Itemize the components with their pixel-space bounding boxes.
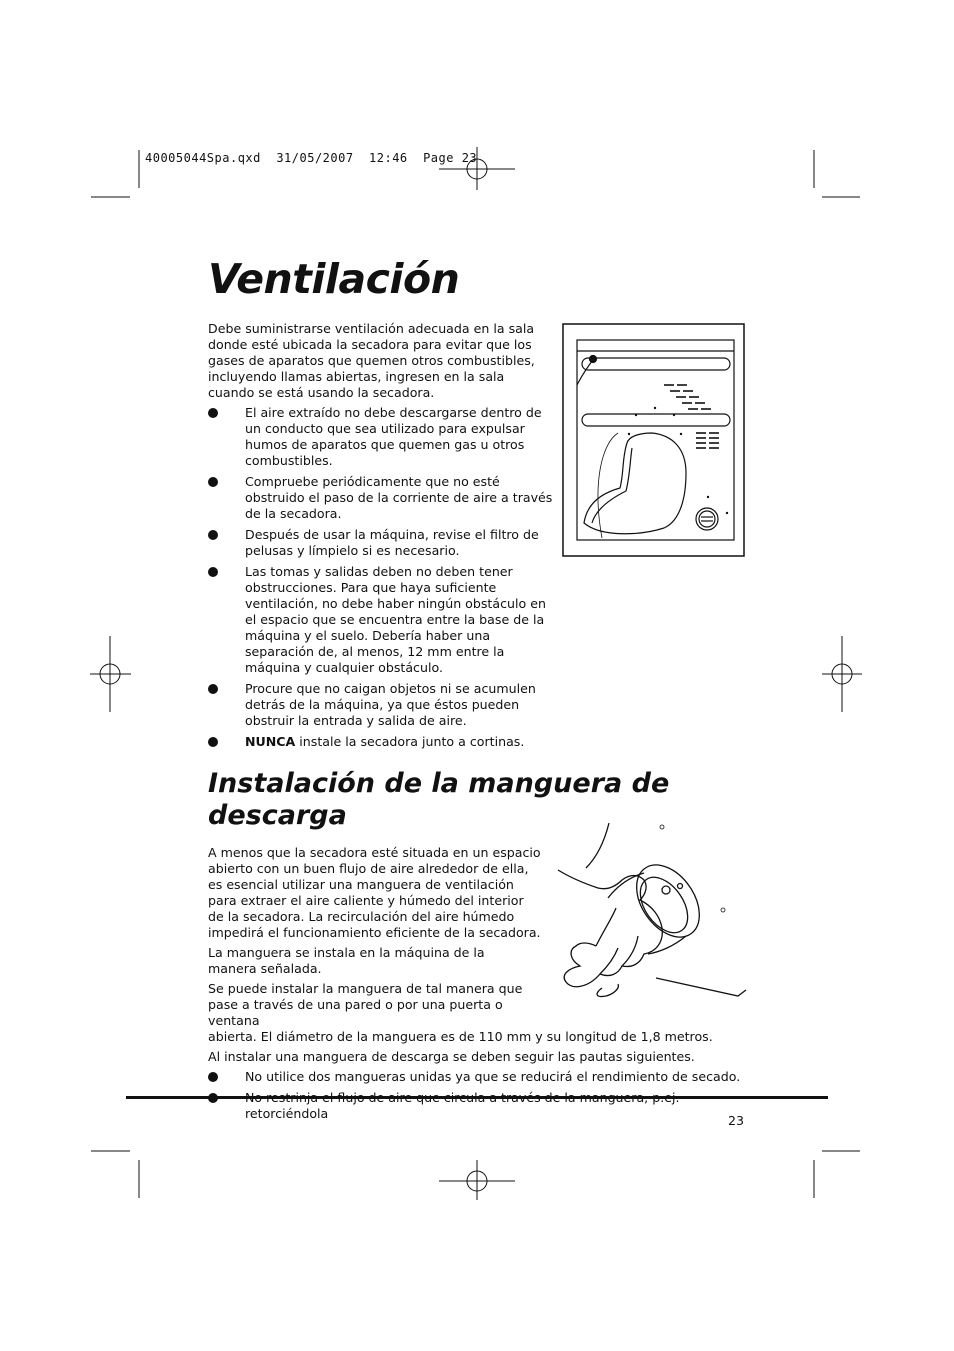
- hose-paragraph-3: Se puede instalar la manguera de tal manera que pase a través de una pared o por una puerta o ventana abierta. El diámetro de la manguera es de 110 mm y su longitud de 1,8 metros.: [208, 981, 713, 1044]
- bullet-icon: [208, 684, 218, 694]
- bullet-icon: [208, 477, 218, 487]
- registration-mark-right: [822, 636, 862, 712]
- hose-paragraph-2: La manguera se instala en la máquina de la manera señalada.: [208, 945, 485, 976]
- list-item: No utilice dos mangueras unidas ya que se reducirá el rendimiento de secado.: [208, 1069, 748, 1085]
- ventilation-section: [208, 321, 553, 755]
- bullet-icon: [208, 737, 218, 747]
- bullet-icon: [208, 408, 218, 418]
- list-item: NUNCA instale la secadora junto a cortinas.: [208, 734, 553, 750]
- page-number: 23: [728, 1113, 745, 1128]
- hose-paragraph-1: A menos que la secadora esté situada en un espacio abierto con un buen flujo de aire alrededor de ella, es esencial utilizar una manguera de ventilación para extraer el aire caliente y húmedo del interior de la secadora. La recirculación del aire húmedo impedirá el funcionamiento eficiente de la secadora.: [208, 845, 541, 940]
- list-item: Las tomas y salidas deben no deben tener obstrucciones. Para que haya suficiente ventilación, no debe haber ningún obstáculo en el espacio que se encuentra entre la base de la máquina y el suelo. Debería haber una separación de, al menos, 12 mm entre la máquina y cualquier obstáculo.: [208, 564, 553, 676]
- page-title: Ventilación: [208, 255, 460, 303]
- intro-paragraph: Debe suministrarse ventilación adecuada en la sala donde esté ubicada la secadora para evitar que los gases de aparatos que quemen otros combustibles, incluyendo llamas abiertas, ingresen en la sala cuando se está usando la secadora.: [208, 321, 535, 400]
- list-item: Procure que no caigan objetos ni se acumulen detrás de la máquina, ya que éstos pueden obstruir la entrada y salida de aire.: [208, 681, 553, 729]
- bullet-icon: [208, 1072, 218, 1082]
- list-item: retorciéndola: [208, 1090, 748, 1122]
- bullet-icon: [208, 530, 218, 540]
- printer-slug: 40005044Spa.qxd 31/05/2007 12:46 Page 23: [145, 151, 478, 165]
- list-item: El aire extraído no debe descargarse dentro de un conducto que sea utilizado para expulsar humos de aparatos que quemen gas u otros combustibles.: [208, 405, 553, 469]
- hose-paragraph-4: Al instalar una manguera de descarga se deben seguir las pautas siguientes.: [208, 1049, 695, 1064]
- registration-mark-bottom: [439, 1160, 515, 1200]
- dryer-front-illustration: [562, 323, 746, 559]
- list-item: Compruebe periódicamente que no esté obstruido el paso de la corriente de aire a través de la secadora.: [208, 474, 553, 522]
- ventilation-bullets: [208, 405, 553, 750]
- bullet-icon: [208, 567, 218, 577]
- registration-mark-left: [90, 636, 131, 712]
- footer-rule: [126, 1096, 828, 1099]
- list-item: Después de usar la máquina, revise el filtro de pelusas y límpielo si es necesario.: [208, 527, 553, 559]
- hose-fitting-illustration: [556, 818, 748, 1006]
- section-heading-hose: Instalación de la manguera de descarga: [208, 768, 670, 831]
